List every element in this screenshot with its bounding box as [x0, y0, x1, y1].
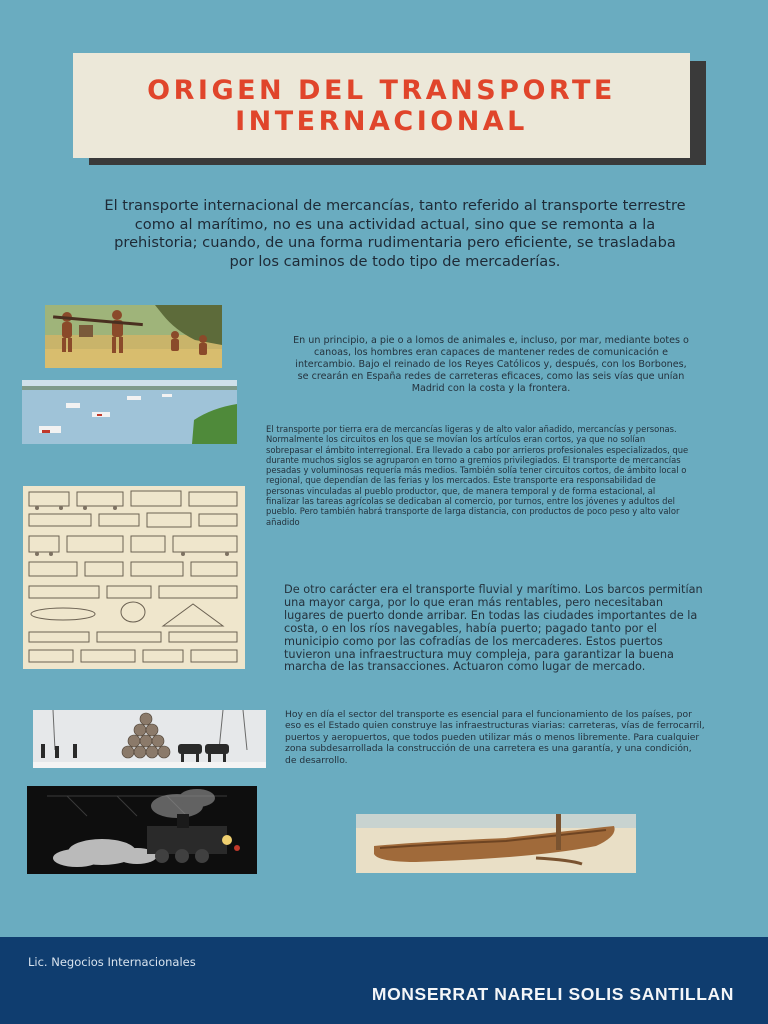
footer-band	[0, 937, 768, 1024]
transport-engraving-image	[23, 486, 245, 669]
log-sled-image	[33, 710, 266, 768]
footer-subtitle: Lic. Negocios Internacionales	[28, 955, 196, 969]
canoe-image	[356, 814, 636, 873]
river-boats-image	[22, 380, 237, 444]
paragraph-river-sea-transport: De otro carácter era el transporte fluvial y marítimo. Los barcos permitían una mayor carga, por lo que eran más rentables, pero necesitaban lugares de puerto donde arribar. En todas las ciudades importantes de la costa, o en los ríos navegables, había puerto; pagado tanto por el municipio como por las cofradías de los mercaderes. Estos puertos tuvieron una infraestructura muy compleja, para garantizar la buena marcha de las transacciones. Actuaron como lugar de mercado.	[284, 583, 703, 674]
title-box	[73, 53, 690, 158]
steam-locomotive-image	[27, 786, 257, 874]
intro-text: El transporte internacional de mercancías, tanto referido al transporte terrestre como al marítimo, no es una actividad actual, sino que se remonta a la prehistoria; cuando, de una forma rudimentaria pero eficiente, se trasladaba por los caminos de todo tipo de mercaderías.	[104, 197, 686, 270]
page-title-line-2: INTERNACIONAL	[235, 105, 528, 137]
paragraph-land-transport: El transporte por tierra era de mercancías ligeras y de alto valor añadido, mercancías y personas. Normalmente los circuitos en los que se movían los artículos eran cortos, ya que no solían sobrepasar el ámbito interregional. Era llevado a cabo por arrieros profesionales especializados, que durante muchos siglos se agruparon en torno a gremios privilegiados. El transporte de mercancías pesadas y voluminosas requería más medios. También solía tener circuitos cortos, de ámbito local o regional, que dependían de las ferias y los mercados. Este transporte era responsabilidad de personas vinculadas al pueblo productor, que, de manera temporal y de forma estacional, al finalizar las tareas agrícolas se dedicaban al comercio, por turnos, entre los jóvenes y adultos del pueblo. Pero también habrá transporte de larga distancia, con productos de poco peso y alto valor añadido	[266, 424, 689, 527]
paragraph-origins: En un principio, a pie o a lomos de animales e, incluso, por mar, mediante botes o canoas, los hombres eran capaces de mantener redes de comunicación e intercambio. Bajo el reinado de los Reyes Católicos y, después, con los Borbones, se crearán en España redes de carreteras eficaces, como las seis vías que unían Madrid con la costa y la frontera.	[293, 335, 689, 394]
paragraph-modern-transport: Hoy en día el sector del transporte es esencial para el funcionamiento de los países, por eso es el Estado quien construye las infraestructuras viarias: carreteras, vías de ferrocarril, puertos y aeropuertos, que todos pueden utilizar más o menos libremente. Para cualquier zona subdesarrollada la construcción de una carretera es una garantía, y una condición, de desarrollo.	[285, 709, 705, 766]
prehistoric-porters-image	[45, 305, 222, 368]
author-name: MONSERRAT NARELI SOLIS SANTILLAN	[371, 984, 734, 1004]
page-title-line-1: ORIGEN DEL TRANSPORTE	[147, 74, 616, 106]
